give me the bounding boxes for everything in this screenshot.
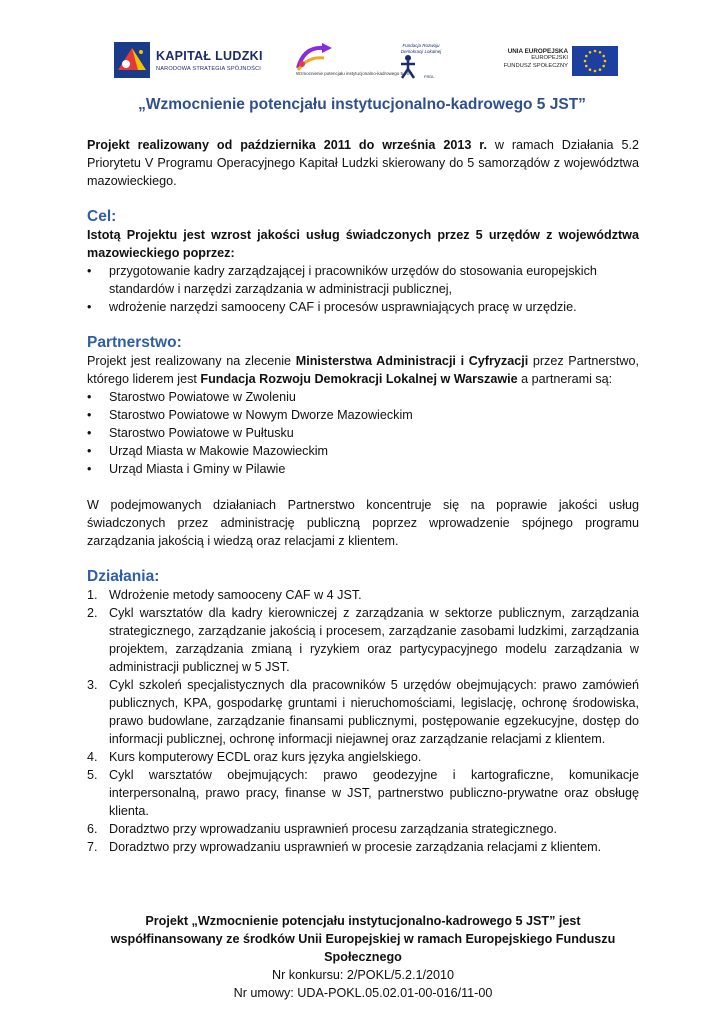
frdl-logo [398,40,444,84]
kapital-ludzki-emblem-icon [112,40,152,80]
frdl-short: FRDL [424,74,435,79]
item-text: Cykl warsztatów obejmujących: prawo geodezyjne i kartograficzne, komunikacje interpersonalną, prawo pracy, finanse w JST, partnerstwo publiczno-prywatne oraz obsługę klienta. [109,768,639,818]
item-text: Cykl szkoleń specjalistycznych dla pracowników 5 urzędów obejmujących: prawo zamówień publicznych, KPA, gospodarkę gruntami i nieruchomościami, legislację, ochronę środowiska, prawo budowlane, zarządzanie finansami publicznymi, postępowanie egzekucyjne, dostęp do informacji publicznej, ochronę informacji niejawnej oraz zarządzanie relacjami z klientem. [109,678,639,746]
item-number: 2. [87,606,98,620]
eu-line2: EUROPEJSKI [531,55,568,61]
frdl-name: Fundacja Rozwoju Demokracji Lokalnej [400,43,442,54]
logo-bar [0,38,724,88]
footer-konkurs: Nr konkursu: 2/POKL/5.2.1/2010 [271,968,454,982]
item-text: Doradztwo przy wprowadzaniu usprawnień w procesie zarządzania relacjami z klientem. [109,840,602,854]
footer-line3: Społecznego [324,950,402,964]
list-item [87,820,639,838]
partner-name: Urząd Miasta w Makowie Mazowieckim [109,444,329,458]
list-item: • przygotowanie kadry zarządzającej i pracowników urzędów do stosowania europejskich standardów i narzędzi zarządzania w administracji publicznej, [87,264,597,296]
list-item: • Urząd Miasta w Makowie Mazowieckim [87,444,329,458]
cel-item-text: przygotowanie kadry zarządzającej i pracowników urzędów do stosowania europejskich standardów i narzędzi zarządzania w administracji publicznej, [109,264,597,296]
project-arrow-icon [294,42,334,72]
intro-paragraph [87,136,639,190]
document-title: „Wzmocnienie potencjału instytucjonalno-kadrowego 5 JST” [138,96,586,113]
partnerstwo-text-1: Projekt jest realizowany na zlecenie [87,354,296,368]
list-item [87,766,639,820]
item-text: Doradztwo przy wprowadzaniu usprawnień procesu zarządzania strategicznego. [109,822,558,836]
eu-line3: FUNDUSZ SPOŁECZNY [503,62,568,69]
item-text: Wdrożenie metody samooceny CAF w 4 JST. [109,588,362,602]
dzialania-heading: Działania: [87,568,160,585]
item-text: Kurs komputerowy ECDL oraz kurs języka angielskiego. [109,750,422,764]
partnerstwo-heading: Partnerstwo: [87,334,182,351]
document-body [87,136,639,856]
item-number: 5. [87,768,98,782]
project-logo-caption: Wzmocnienie potencjału instytucjonalno-kadrowego 5 JST [296,71,413,76]
partnerstwo-paragraph [87,352,639,388]
eu-logo [498,46,618,76]
partner-name: Urząd Miasta i Gminy w Pilawie [109,462,286,476]
list-item [87,838,639,856]
list-item [87,604,639,676]
partners-list [87,388,639,478]
intro-rest: w ramach Działania 5.2 Priorytetu V Programu Operacyjnego Kapitał Ludzki skierowany do 5 samorządów z województwa mazowieckiego. [87,138,639,188]
cel-list [87,262,639,316]
leader-name: Fundacja Rozwoju Demokracji Lokalnej w Warszawie [200,372,518,386]
partnerstwo-summary: W podejmowanych działaniach Partnerstwo koncentruje się na poprawie jakości usług świadczonych przez administrację publiczną poprzez wprowadzenie spójnego programu zarządzania jakością i wiedzą oraz relacjami z klientem. [87,498,639,548]
cel-item-text: wdrożenie narzędzi samooceny CAF i procesów usprawniających pracę w urzędzie. [109,300,577,314]
item-number: 7. [87,840,98,854]
cel-lead: Istotą Projektu jest wzrost jakości usług świadczonych przez 5 urzędów z województwa mazowieckiego poprzez: [87,228,639,260]
partnerstwo-text-3: a partnerami są: [517,372,613,386]
list-item [87,748,639,766]
item-number: 4. [87,750,98,764]
project-logo [290,42,413,84]
kapital-ludzki-subtitle: NARODOWA STRATEGIA SPÓJNOŚCI [156,66,262,72]
cel-heading: Cel: [87,208,117,225]
list-item [87,676,639,748]
partner-name: Starostwo Powiatowe w Nowym Dworze Mazowieckim [109,408,413,422]
partner-name: Starostwo Powiatowe w Pułtusku [109,426,294,440]
dzialania-list [87,586,639,856]
list-item [87,586,639,604]
frdl-figure-icon [400,55,416,79]
item-number: 6. [87,822,98,836]
eu-flag-icon [572,46,618,76]
kapital-ludzki-logo [112,40,262,84]
list-item: • Starostwo Powiatowe w Zwoleniu [87,390,296,404]
list-item: • wdrożenie narzędzi samooceny CAF i procesów usprawniających pracę w urzędzie. [87,300,577,314]
footer-line2: współfinansowany ze środków Unii Europejskiej w ramach Europejskiego Funduszu [110,932,616,946]
item-number: 3. [87,678,98,692]
footer-umowa: Nr umowy: UDA-POKL.05.02.01-00-016/11-00 [233,986,493,1000]
document-footer [87,912,639,1002]
list-item: • Urząd Miasta i Gminy w Pilawie [87,462,286,476]
item-number: 1. [87,588,98,602]
list-item: • Starostwo Powiatowe w Pułtusku [87,426,294,440]
footer-line1: Projekt „Wzmocnienie potencjału instytucjonalno-kadrowego 5 JST” jest [145,914,581,928]
item-text: Cykl warsztatów dla kadry kierowniczej z zarządzania w sektorze publicznym, zarządzania strategicznego, zarządzanie jakością i procesem, zarządzanie zasobami ludzkimi, zarządzania projektem, zarządzania zmianą i ryzykiem oraz partycypacyjnego modelu zarządzania w administracji publicznej w 5 JST. [109,606,639,674]
kapital-ludzki-name: KAPITAŁ LUDZKI [156,49,263,63]
eu-line1: UNIA EUROPEJSKA [507,48,568,55]
intro-bold: Projekt realizowany od października 2011 do września 2013 r. [87,138,487,152]
partnerstwo-text-2: przez Partnerstwo, którego liderem jest [87,354,639,386]
list-item: • Starostwo Powiatowe w Nowym Dworze Mazowieckim [87,408,413,422]
partner-name: Starostwo Powiatowe w Zwoleniu [109,390,296,404]
ministry-name: Ministerstwa Administracji i Cyfryzacji [295,354,529,368]
